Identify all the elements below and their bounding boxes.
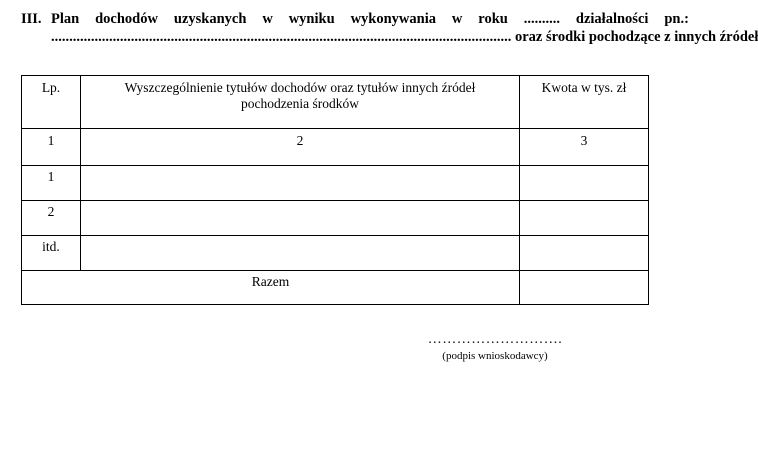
signature-line[interactable]: ……………………….: [427, 332, 563, 347]
row-description-cell[interactable]: [81, 166, 520, 201]
column-number: 1: [22, 129, 81, 166]
signature-block: [425, 333, 565, 363]
title-word: uzyskanych: [173, 11, 247, 27]
income-plan-table: [21, 75, 649, 305]
title-word: Plan: [51, 11, 80, 27]
section-title-line1: [51, 10, 689, 28]
row-amount-cell[interactable]: [520, 201, 649, 236]
signature-caption: (podpis wnioskodawcy): [442, 350, 548, 362]
title-word: dochodów: [95, 11, 158, 27]
total-row: [22, 271, 649, 305]
row-lp: itd.: [22, 236, 81, 271]
table-row: [22, 166, 649, 201]
section-number: III.: [21, 11, 42, 27]
row-description-cell[interactable]: [81, 201, 520, 236]
title-word: wyniku: [288, 11, 335, 27]
header-lp: Lp.: [22, 76, 81, 129]
activity-name-blank: ...............................................................................................................................: [51, 29, 512, 45]
column-number: 3: [520, 129, 649, 166]
title-line2-text: oraz środki pochodzące z innych źródeł: [511, 29, 758, 45]
table-row: [22, 236, 649, 271]
title-word: działalności: [575, 11, 649, 27]
row-amount-cell[interactable]: [520, 236, 649, 271]
title-word: roku: [478, 11, 508, 27]
title-word: wykonywania: [350, 11, 436, 27]
total-amount-cell[interactable]: [520, 271, 649, 305]
column-number-row: [22, 129, 649, 166]
title-word: pn.:: [664, 11, 689, 27]
row-lp: 2: [22, 201, 81, 236]
header-amount: Kwota w tys. zł: [520, 76, 649, 129]
title-word: w: [262, 11, 273, 27]
row-amount-cell[interactable]: [520, 166, 649, 201]
header-description: Wyszczególnienie tytułów dochodów oraz tytułów innych źródeł pochodzenia środków: [81, 76, 520, 129]
column-number: 2: [81, 129, 520, 166]
total-label: Razem: [22, 271, 520, 305]
table-header-row: [22, 76, 649, 129]
table-row: [22, 201, 649, 236]
section-title-line2: [51, 28, 758, 46]
row-lp: 1: [22, 166, 81, 201]
year-blank: ..........: [523, 11, 560, 27]
row-description-cell[interactable]: [81, 236, 520, 271]
title-word: w: [451, 11, 463, 27]
